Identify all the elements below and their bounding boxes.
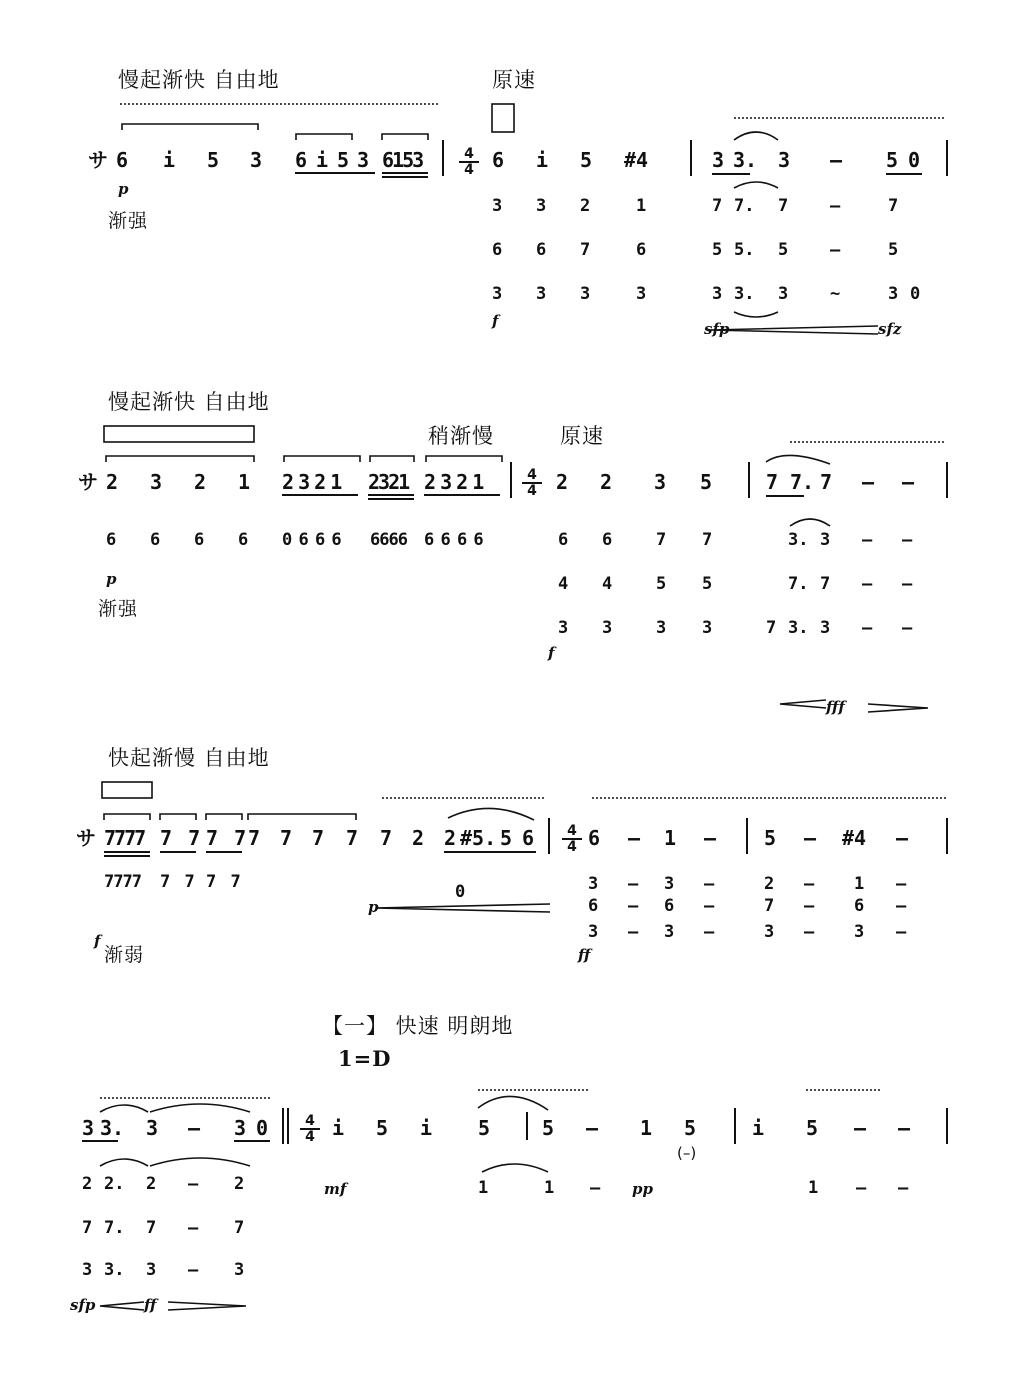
note: 1 bbox=[478, 1178, 489, 1198]
note: 5 bbox=[337, 148, 350, 172]
note: 6 bbox=[588, 826, 601, 850]
note: 5 bbox=[580, 148, 593, 172]
dash: – bbox=[830, 240, 841, 260]
key-signature: 1=D bbox=[338, 1046, 392, 1071]
dash: ~ bbox=[830, 284, 841, 304]
note: 7 bbox=[346, 826, 359, 850]
note: 5 bbox=[806, 1116, 819, 1140]
dash: – bbox=[628, 896, 639, 916]
note: 3 bbox=[146, 1260, 157, 1280]
note: 7 bbox=[82, 1218, 93, 1238]
note: 0 bbox=[908, 148, 921, 172]
note: 3 bbox=[580, 284, 591, 304]
note: 5 bbox=[764, 826, 777, 850]
dynamic-marking: f bbox=[94, 932, 101, 950]
note: 3 bbox=[588, 874, 599, 894]
note: 7 bbox=[764, 896, 775, 916]
note-group: 7 7 bbox=[160, 872, 197, 892]
note: #5. bbox=[460, 826, 497, 850]
dash: – bbox=[704, 922, 715, 942]
note: 5 bbox=[500, 826, 513, 850]
tempo-marking: 稍渐慢 bbox=[428, 424, 494, 448]
note: 3 bbox=[492, 284, 503, 304]
tempo-marking: 原速 bbox=[492, 68, 536, 92]
note: #4 bbox=[842, 826, 867, 850]
note: 7. bbox=[734, 196, 755, 216]
note: 3. bbox=[733, 148, 758, 172]
note: i bbox=[752, 1116, 765, 1140]
dash: – bbox=[188, 1218, 199, 1238]
note: 3 bbox=[778, 284, 789, 304]
note: 5 bbox=[700, 470, 713, 494]
time-signature: 4 4 bbox=[459, 147, 479, 177]
annotation: (–) bbox=[677, 1144, 697, 1162]
note: 3. bbox=[734, 284, 755, 304]
dynamic-marking: p bbox=[106, 570, 117, 588]
note: 3 bbox=[234, 1116, 247, 1140]
note: 7 bbox=[766, 470, 779, 494]
note: 5 bbox=[712, 240, 723, 260]
note: 6 bbox=[602, 530, 613, 550]
instrument-label: サ bbox=[88, 148, 108, 172]
note: i bbox=[332, 1116, 345, 1140]
dash: – bbox=[188, 1116, 201, 1140]
note-group: 6 6 6 6 bbox=[424, 530, 482, 550]
note: 4 bbox=[558, 574, 569, 594]
note: 2 bbox=[600, 470, 613, 494]
note: 1 bbox=[544, 1178, 555, 1198]
dynamic-marking: ff bbox=[144, 1296, 157, 1314]
note: 3 bbox=[250, 148, 263, 172]
dynamic-marking: ff bbox=[578, 946, 591, 964]
dash: – bbox=[902, 470, 915, 494]
note: 3 bbox=[702, 618, 713, 638]
note: 3 bbox=[150, 470, 163, 494]
note: 3 bbox=[492, 196, 503, 216]
tempo-marking: 原速 bbox=[560, 424, 604, 448]
note: 2. bbox=[104, 1174, 125, 1194]
note: 7. bbox=[790, 470, 815, 494]
note: 6 bbox=[558, 530, 569, 550]
note: 5 bbox=[886, 148, 899, 172]
dash: – bbox=[704, 826, 717, 850]
note: 6 bbox=[636, 240, 647, 260]
note: 7 bbox=[820, 574, 831, 594]
note: 6 bbox=[116, 148, 129, 172]
note-group: 7 7 bbox=[160, 826, 203, 850]
dynamic-marking: sfp bbox=[704, 320, 730, 338]
note: i bbox=[316, 148, 329, 172]
note: 3 bbox=[712, 148, 725, 172]
note: 6 bbox=[522, 826, 535, 850]
note: 7 bbox=[312, 826, 325, 850]
dash: – bbox=[896, 874, 907, 894]
tempo-marking: 慢起渐快 自由地 bbox=[108, 390, 270, 414]
note: 7 bbox=[580, 240, 591, 260]
dash: – bbox=[856, 1178, 867, 1198]
note: 7 bbox=[248, 826, 261, 850]
note: 2 bbox=[412, 826, 425, 850]
note: 7 bbox=[888, 196, 899, 216]
note: 3 bbox=[778, 148, 791, 172]
note: i bbox=[420, 1116, 433, 1140]
note: 0 bbox=[910, 284, 921, 304]
time-signature: 4 4 bbox=[562, 824, 582, 854]
dynamic-marking: pp bbox=[632, 1180, 653, 1198]
note: 3 bbox=[82, 1260, 93, 1280]
dash: – bbox=[902, 574, 913, 594]
dash: – bbox=[830, 148, 843, 172]
note: 2 bbox=[82, 1174, 93, 1194]
note: 6 bbox=[238, 530, 249, 550]
dash: – bbox=[896, 896, 907, 916]
dynamic-marking: p bbox=[118, 180, 129, 198]
note-group: 6666 bbox=[370, 530, 407, 550]
note: 6 bbox=[536, 240, 547, 260]
note: 5 bbox=[656, 574, 667, 594]
note-group: 6153 bbox=[382, 148, 423, 172]
dash: – bbox=[804, 922, 815, 942]
time-signature: 4 4 bbox=[522, 468, 542, 498]
note: 6 bbox=[106, 530, 117, 550]
note: 3. bbox=[788, 530, 809, 550]
dash: – bbox=[854, 1116, 867, 1140]
note: i bbox=[163, 148, 176, 172]
note: 3 bbox=[654, 470, 667, 494]
dynamic-text: 渐强 bbox=[108, 210, 149, 232]
note: 6 bbox=[588, 896, 599, 916]
note: 1 bbox=[640, 1116, 653, 1140]
note: 3 bbox=[558, 618, 569, 638]
note: 5 bbox=[376, 1116, 389, 1140]
dash: – bbox=[902, 530, 913, 550]
section-title: 【一】 快速 明朗地 bbox=[322, 1014, 514, 1038]
dynamic-marking: f bbox=[492, 312, 499, 330]
note: 7 bbox=[778, 196, 789, 216]
dash: – bbox=[898, 1178, 909, 1198]
note: 5 bbox=[702, 574, 713, 594]
dynamic-marking: mf bbox=[324, 1180, 347, 1198]
dynamic-marking: sfp bbox=[70, 1296, 96, 1314]
dash: – bbox=[804, 896, 815, 916]
dynamic-marking: p bbox=[368, 898, 379, 916]
note: 6 bbox=[492, 148, 505, 172]
note: 0 bbox=[455, 882, 466, 902]
note: 6 bbox=[295, 148, 308, 172]
dash: – bbox=[188, 1174, 199, 1194]
note: 3 bbox=[820, 530, 831, 550]
note: 3 bbox=[536, 284, 547, 304]
dash: – bbox=[704, 896, 715, 916]
note-group: 2 3 2 1 bbox=[424, 470, 481, 494]
note: 3 bbox=[234, 1260, 245, 1280]
dash: – bbox=[586, 1116, 599, 1140]
note: 3. bbox=[100, 1116, 125, 1140]
note: 1 bbox=[238, 470, 251, 494]
dash: – bbox=[804, 826, 817, 850]
note: 3 bbox=[764, 922, 775, 942]
note: 3 bbox=[664, 874, 675, 894]
note: 3 bbox=[854, 922, 865, 942]
note: 7 bbox=[712, 196, 723, 216]
note: 3. bbox=[788, 618, 809, 638]
note: 3 bbox=[536, 196, 547, 216]
dash: – bbox=[862, 618, 873, 638]
note: 3 bbox=[588, 922, 599, 942]
note: 3 bbox=[712, 284, 723, 304]
tempo-marking: 快起渐慢 自由地 bbox=[108, 746, 270, 770]
note: 7 bbox=[820, 470, 833, 494]
note: 6 bbox=[150, 530, 161, 550]
note: 7 bbox=[280, 826, 293, 850]
dash: – bbox=[862, 530, 873, 550]
note: 3 bbox=[656, 618, 667, 638]
note: 2 bbox=[764, 874, 775, 894]
note: 3 bbox=[357, 148, 370, 172]
note: 7 bbox=[146, 1218, 157, 1238]
note: 7 bbox=[234, 1218, 245, 1238]
dash: – bbox=[188, 1260, 199, 1280]
note-group: 7 7 bbox=[206, 826, 249, 850]
note: 3 bbox=[664, 922, 675, 942]
dynamic-marking: fff bbox=[826, 698, 845, 716]
note-group: 2321 bbox=[368, 470, 409, 494]
note: 3. bbox=[104, 1260, 125, 1280]
note: 2 bbox=[146, 1174, 157, 1194]
time-signature: 4 4 bbox=[300, 1114, 320, 1144]
note: 7 bbox=[766, 618, 777, 638]
note: 3 bbox=[820, 618, 831, 638]
dash: – bbox=[804, 874, 815, 894]
note: 2 bbox=[234, 1174, 245, 1194]
note: 2 bbox=[194, 470, 207, 494]
note: 5 bbox=[888, 240, 899, 260]
note: 7. bbox=[788, 574, 809, 594]
note-group: 7777 bbox=[104, 872, 141, 892]
dash: – bbox=[628, 922, 639, 942]
note: 3 bbox=[82, 1116, 95, 1140]
dash: – bbox=[862, 574, 873, 594]
dynamic-marking: f bbox=[548, 644, 555, 662]
note: 5 bbox=[778, 240, 789, 260]
note: 1 bbox=[808, 1178, 819, 1198]
dash: – bbox=[628, 874, 639, 894]
dash: – bbox=[830, 196, 841, 216]
note: 6 bbox=[854, 896, 865, 916]
note: #4 bbox=[624, 148, 649, 172]
note: 2 bbox=[580, 196, 591, 216]
note-group: 7 7 bbox=[206, 872, 243, 892]
dash: – bbox=[898, 1116, 911, 1140]
note: 3 bbox=[888, 284, 899, 304]
tempo-marking: 慢起渐快 自由地 bbox=[118, 68, 280, 92]
grace-note: 2 bbox=[444, 826, 457, 850]
instrument-label: サ bbox=[78, 470, 98, 494]
note: 5. bbox=[734, 240, 755, 260]
dash: – bbox=[902, 618, 913, 638]
instrument-label: サ bbox=[76, 826, 96, 850]
dash: – bbox=[896, 922, 907, 942]
note: 7 bbox=[656, 530, 667, 550]
note: 6 bbox=[492, 240, 503, 260]
note: 7 bbox=[380, 826, 393, 850]
note: 5 bbox=[684, 1116, 697, 1140]
note: 3 bbox=[602, 618, 613, 638]
note-group: 2 3 2 1 bbox=[282, 470, 339, 494]
note: 0 bbox=[256, 1116, 269, 1140]
dynamic-text: 渐强 bbox=[98, 598, 139, 620]
note: 6 bbox=[664, 896, 675, 916]
note: 5 bbox=[542, 1116, 555, 1140]
note: 1 bbox=[636, 196, 647, 216]
note-group: 7777 bbox=[104, 826, 145, 850]
note: 3 bbox=[636, 284, 647, 304]
note: 1 bbox=[854, 874, 865, 894]
note: 4 bbox=[602, 574, 613, 594]
note: 3 bbox=[146, 1116, 159, 1140]
note: i bbox=[536, 148, 549, 172]
note: 2 bbox=[106, 470, 119, 494]
note: 1 bbox=[664, 826, 677, 850]
note: 5 bbox=[478, 1116, 491, 1140]
dynamic-marking: sfz bbox=[878, 320, 902, 338]
note: 6 bbox=[194, 530, 205, 550]
dash: – bbox=[628, 826, 641, 850]
dynamic-text: 渐弱 bbox=[104, 944, 145, 966]
dash: – bbox=[896, 826, 909, 850]
note-group: 0 6 6 6 bbox=[282, 530, 340, 550]
note: 7 bbox=[702, 530, 713, 550]
note: 7. bbox=[104, 1218, 125, 1238]
note: 2 bbox=[556, 470, 569, 494]
note: 5 bbox=[207, 148, 220, 172]
dash: – bbox=[862, 470, 875, 494]
dash: – bbox=[704, 874, 715, 894]
dash: – bbox=[590, 1178, 601, 1198]
